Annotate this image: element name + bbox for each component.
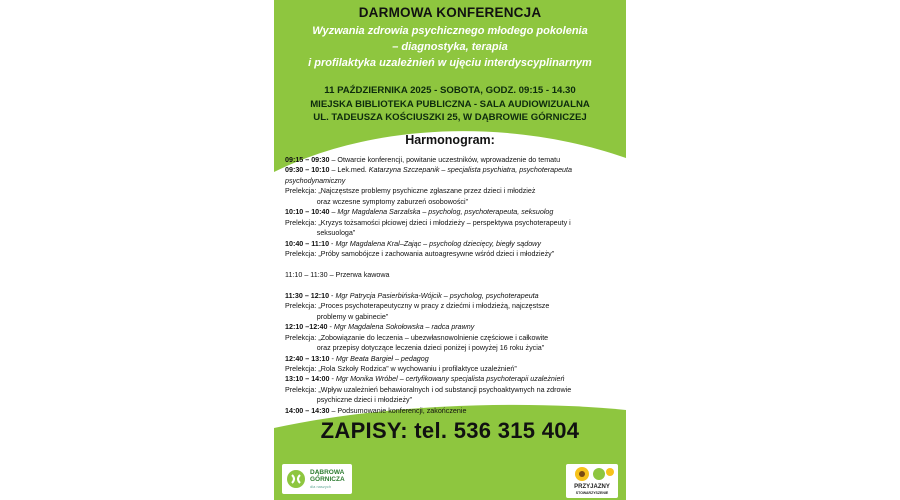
schedule-line [285,343,623,353]
schedule-time: 13:10 – 14:00 [285,375,330,384]
schedule-text: - [329,239,336,248]
schedule-line [285,228,623,238]
schedule-text: - [329,291,336,300]
schedule-spacer [285,260,623,270]
schedule-line [285,239,623,249]
schedule-text: Prelekcja: „Próby samobójcze i zachowania autoagresywne wśród dzieci i młodzieży” [285,250,555,259]
event-date: 11 PAŹDZIERNIKA 2025 - SOBOTA, GODZ. 09:15 - 14.30 [324,85,576,96]
schedule-text: Prelekcja: „Najczęstsze problemy psychiczne zgłaszane przez dzieci i młodzież [285,187,536,196]
logo-left-line: GÓRNICZA [310,475,345,483]
schedule-text: oraz przepisy dotyczące leczenia dzieci poniżej i powyżej 16 roku życia” [285,344,545,353]
schedule-line [285,374,623,384]
schedule-text: - [327,323,334,332]
event-venue: MIEJSKA BIBLIOTEKA PUBLICZNA - SALA AUDIOWIZUALNA [310,98,590,110]
logo-right-line: STOWARZYSZENIE [575,491,609,495]
schedule-line [285,176,623,186]
logo-right-line: PRZYJAZNY [574,484,610,490]
schedule-time: 09:15 – 09:30 [285,156,330,164]
subtitle-line: Wyzwania zdrowia psychicznego młodego pokolenia [312,25,588,37]
dabrowa-gornicza-logo [282,464,352,494]
schedule-speaker: psychodynamiczny [285,176,346,185]
schedule-time: 10:40 – 11:10 [285,239,330,248]
schedule-text: – Podsumowanie konferencji, zakończenie [329,406,467,415]
schedule-line [285,207,623,217]
schedule-text: psychiczne dzieci i młodzieży” [285,396,412,405]
schedule-text: problemy w gabinecie” [285,312,389,321]
schedule-line [285,270,623,280]
logo-left-tagline: dla naszych [310,483,332,489]
schedule-text: oraz wczesne symptomy zaburzeń osobowości” [285,197,468,206]
schedule-line [285,155,623,165]
schedule-speaker: Mgr Patrycja Pasierbińska-Wójcik – psycholog, psychoterapeuta [335,291,539,300]
schedule-line [285,385,623,395]
schedule-line [285,406,623,416]
schedule-line [285,197,623,207]
schedule-text: Prelekcja: „Proces psychoterapeutyczny w pracy z dziećmi i młodzieżą, najczęstsze [285,302,550,311]
schedule-speaker: Mgr Monika Wróbel – certyfikowany specjalista psychoterapii uzależnień [335,375,565,384]
schedule-heading: Harmonogram: [405,133,495,147]
schedule-line [285,291,623,301]
schedule-text: - [329,375,336,384]
logo-left-line: DĄBROWA [310,468,345,476]
schedule-text: - [329,354,336,363]
schedule-time: 14:00 – 14:30 [285,406,330,415]
przyjazny-logo [566,464,618,498]
schedule-speaker: Mgr Magdalena Sarzalska – psycholog, psychoterapeuta, seksuolog [337,208,554,217]
schedule-line [285,301,623,311]
schedule-list [285,155,623,416]
schedule-text: seksuologa” [285,229,356,238]
event-address: UL. TADEUSZA KOŚCIUSZKI 25, W DĄBROWIE GÓRNICZEJ [313,112,587,123]
schedule-line [285,186,623,196]
schedule-time: 12:40 – 13:10 [285,354,330,363]
schedule-time: 10:10 – 10:40 [285,208,330,217]
schedule-text: Prelekcja: „Kryzys tożsamości płciowej dzieci i młodzieży – perspektywa psychoterapeuty i [285,218,571,227]
schedule-line [285,249,623,259]
schedule-line [285,312,623,322]
signup-phone: ZAPISY: tel. 536 315 404 [320,418,580,443]
conference-subtitle [274,23,626,71]
schedule-text: Prelekcja: „Wpływ uzależnień behawioralnych i od substancji psychoaktywnych na zdrowie [285,385,572,394]
schedule-time: 09:30 – 10:10 [285,166,330,175]
city-logo-icon [286,469,306,489]
schedule-time: 12:10 –12:40 [285,323,328,332]
schedule-speaker: Mgr Magdalena Sokołowska – radca prawny [333,323,475,332]
event-details [274,84,626,125]
schedule-text: Prelekcja: „Rola Szkoły Rodzica” w wychowaniu i profilaktyce uzależnień” [285,365,517,374]
schedule-text: Prelekcja: „Zobowiązanie do leczenia – ubezwłasnowolnienie częściowe i całkowite [285,333,549,342]
schedule-text: – [329,208,338,217]
sunflower-logo-icon [566,464,618,484]
schedule-time: 11:30 – 12:10 [285,291,330,300]
schedule-line [285,354,623,364]
subtitle-line: – diagnostyka, terapia [392,41,508,53]
conference-poster [274,0,626,500]
schedule-text: 11:10 – 11:30 – Przerwa kawowa [285,270,390,279]
schedule-line [285,218,623,228]
schedule-speaker: Mgr Beata Bargieł – pedagog [335,354,429,363]
schedule-line [285,322,623,332]
subtitle-line: i profilaktyka uzależnień w ujęciu interdyscyplinarnym [308,57,592,69]
schedule-speaker: Katarzyna Szczepanik – specjalista psychiatra, psychoterapeuta [368,166,572,175]
schedule-text: – Lek.med. [329,166,369,175]
schedule-line [285,165,623,175]
schedule-text: – Otwarcie konferencji, powitanie uczestników, wprowadzenie do tematu [329,156,561,164]
schedule-line [285,333,623,343]
schedule-line [285,395,623,405]
schedule-line [285,364,623,374]
schedule-spacer [285,280,623,290]
schedule-speaker: Mgr Magdalena Kral–Zając – psycholog dziecięcy, biegły sądowy [335,239,541,248]
poster-title: DARMOWA KONFERENCJA [358,5,542,20]
